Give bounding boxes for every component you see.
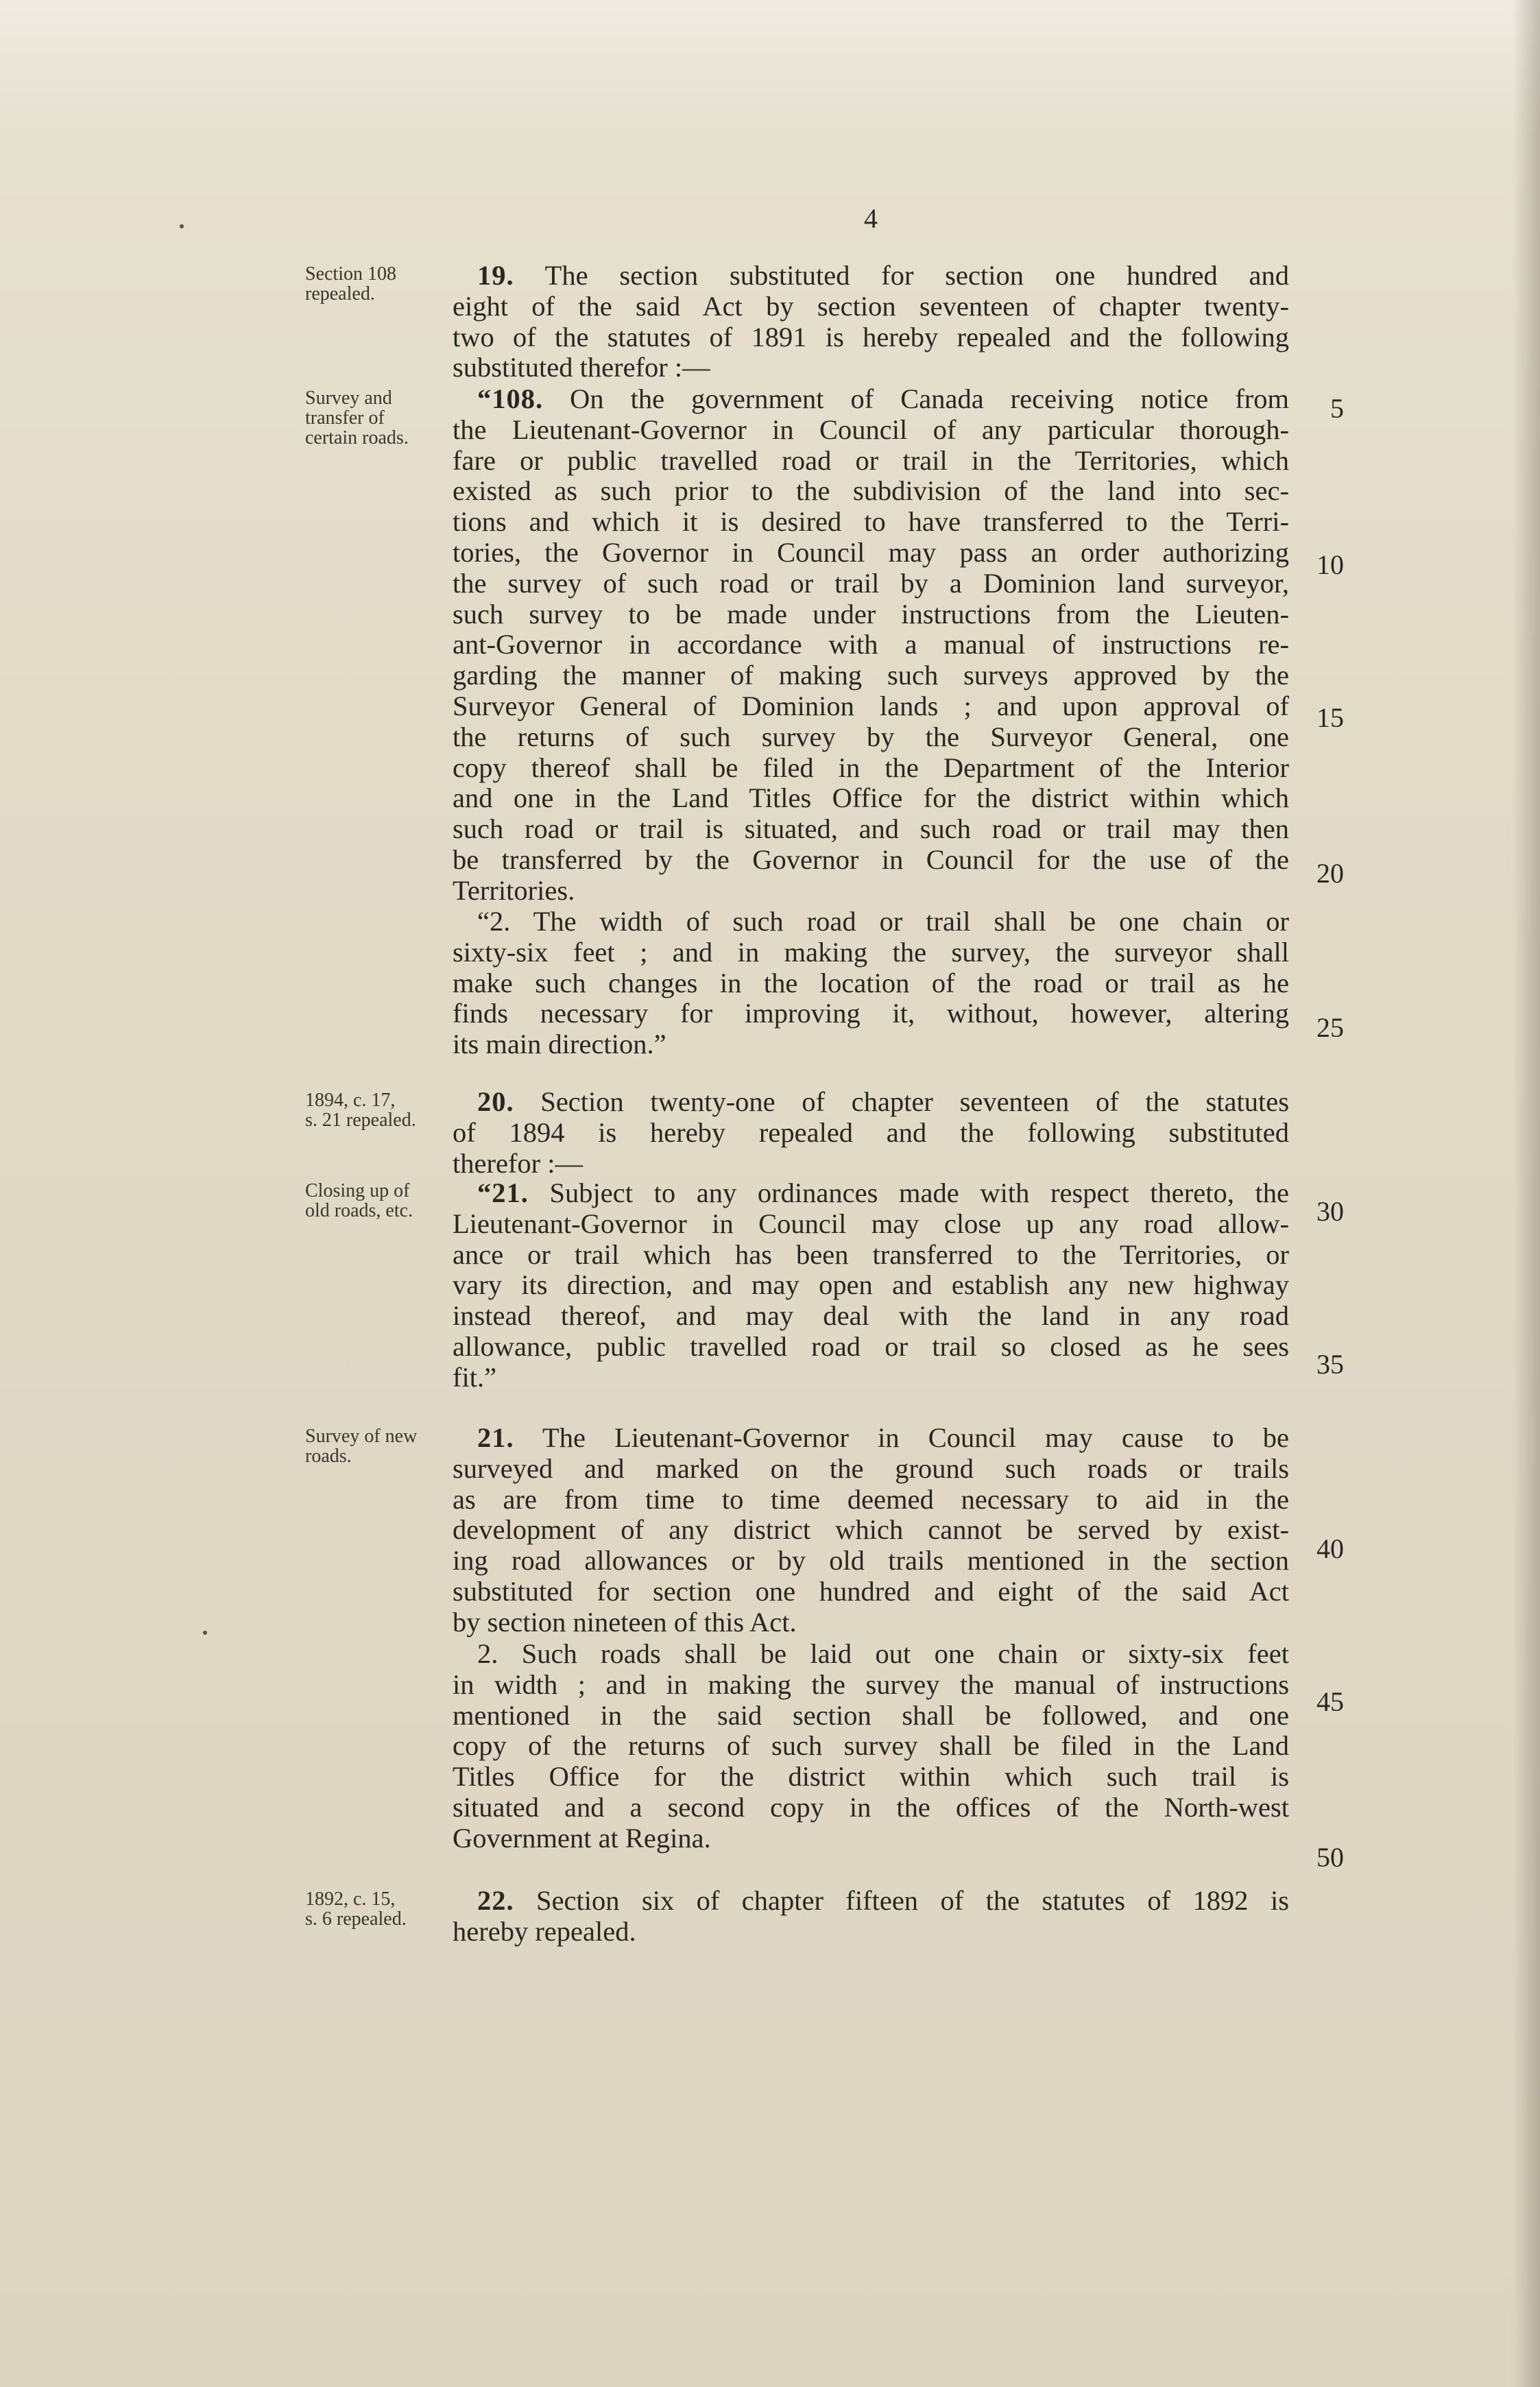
text-line: two of the statutes of 1891 is hereby repealed and the following	[453, 321, 1289, 352]
text-line: instead thereof, and may deal with the land in any road	[453, 1300, 1289, 1332]
section-108-subsection-2	[453, 907, 1289, 1060]
text-line: Government at Regina.	[453, 1822, 711, 1854]
page-number: 4	[864, 203, 878, 234]
text-line: and one in the Land Titles Office for the district within which	[453, 782, 1289, 814]
text-line: 20. Section twenty-one of chapter seventeen of the statutes	[477, 1086, 1289, 1117]
text-line: situated and a second copy in the offices of the North-west	[453, 1791, 1289, 1823]
line-number-30: 30	[1316, 1196, 1344, 1227]
text-line: copy thereof shall be filed in the Department of the Interior	[453, 752, 1289, 783]
section-21	[453, 1423, 1289, 1638]
text-line: sixty-six feet ; and in making the survey, the surveyor shall	[453, 936, 1289, 968]
text-line: “2. The width of such road or trail shall be one chain or	[477, 906, 1289, 937]
section-21-subsection-2	[453, 1639, 1289, 1854]
text-line: vary its direction, and may open and establish any new highway	[453, 1269, 1289, 1301]
text-line: be transferred by the Governor in Council for the use of the	[453, 843, 1289, 875]
line-number-25: 25	[1316, 1012, 1344, 1043]
text-line: ing road allowances or by old trails mentioned in the section	[453, 1545, 1289, 1576]
line-number-45: 45	[1316, 1686, 1344, 1717]
section-22	[453, 1886, 1289, 1947]
text-line: 22. Section six of chapter fifteen of the statutes of 1892 is	[477, 1885, 1289, 1916]
section-108	[453, 384, 1289, 907]
section-20	[453, 1087, 1289, 1179]
text-line: its main direction.”	[453, 1029, 666, 1060]
margin-note-survey-transfer: Survey and transfer of certain roads.	[305, 387, 409, 448]
text-line: ance or trail which has been transferred to the Territories, or	[453, 1238, 1289, 1270]
line-number-5: 5	[1330, 393, 1344, 424]
text-line: tories, the Governor in Council may pass an order authorizing	[453, 536, 1289, 568]
text-line: substituted therefor :—	[453, 352, 710, 383]
text-line: surveyed and marked on the ground such roads or trails	[453, 1452, 1289, 1484]
line-number-35: 35	[1316, 1349, 1344, 1380]
text-line: Surveyor General of Dominion lands ; and upon approval of	[453, 690, 1289, 721]
text-line: tions and which it is desired to have transferred to the Terri-	[453, 506, 1289, 538]
text-line: ant-Governor in accordance with a manual of instructions re-	[453, 629, 1289, 660]
text-line: by section nineteen of this Act.	[453, 1606, 797, 1638]
text-line: mentioned in the said section shall be followed, and one	[453, 1699, 1289, 1731]
text-line: “108. On the government of Canada receiving notice from	[477, 383, 1289, 414]
margin-note-survey-new-roads: Survey of new roads.	[305, 1426, 418, 1467]
line-number-20: 20	[1316, 858, 1344, 889]
line-number-40: 40	[1316, 1533, 1344, 1564]
text-line: therefor :—	[453, 1147, 583, 1179]
text-line: 21. The Lieutenant-Governor in Council may cause to be	[477, 1422, 1289, 1453]
text-line: the survey of such road or trail by a Dominion land surveyor,	[453, 567, 1289, 599]
margin-note-1892: 1892, c. 15, s. 6 repealed.	[305, 1888, 407, 1930]
line-number-50: 50	[1316, 1842, 1344, 1873]
text-line: as are from time to time deemed necessary to aid in the	[453, 1483, 1289, 1515]
text-line: allowance, public travelled road or trail so closed as he sees	[453, 1330, 1289, 1362]
text-line: hereby repealed.	[453, 1915, 636, 1947]
section-21-quoted	[453, 1178, 1289, 1393]
text-line: of 1894 is hereby repealed and the following substituted	[453, 1116, 1289, 1148]
section-19	[453, 261, 1289, 383]
text-line: “21. Subject to any ordinances made with respect thereto, the	[477, 1177, 1289, 1208]
margin-note-1894: 1894, c. 17, s. 21 repealed.	[305, 1090, 416, 1131]
margin-note-section-108: Section 108 repealed.	[305, 263, 396, 304]
line-number-10: 10	[1316, 549, 1344, 580]
text-line: Titles Office for the district within which such trail is	[453, 1761, 1289, 1792]
text-line: substituted for section one hundred and eight of the said Act	[453, 1575, 1289, 1607]
text-line: fit.”	[453, 1361, 497, 1393]
text-line: the Lieutenant-Governor in Council of any particular thorough-	[453, 413, 1289, 445]
text-line: 2. Such roads shall be laid out one chain or sixty-six feet	[477, 1638, 1289, 1669]
text-line: such survey to be made under instructions from the Lieuten-	[453, 598, 1289, 629]
margin-note-closing-roads: Closing up of old roads, etc.	[305, 1180, 413, 1221]
text-line: eight of the said Act by section seventeen of chapter twenty-	[453, 290, 1289, 322]
text-line: fare or public travelled road or trail in the Territories, which	[453, 444, 1289, 476]
text-line: development of any district which cannot be served by exist-	[453, 1514, 1289, 1546]
text-line: make such changes in the location of the road or trail as he	[453, 967, 1289, 998]
text-line: such road or trail is situated, and such road or trail may then	[453, 813, 1289, 845]
text-line: finds necessary for improving it, without, however, altering	[453, 998, 1289, 1029]
text-line: 19. The section substituted for section one hundred and	[477, 260, 1289, 291]
line-number-15: 15	[1316, 702, 1344, 733]
text-line: copy of the returns of such survey shall be filed in the Land	[453, 1730, 1289, 1762]
text-line: the returns of such survey by the Surveyor General, one	[453, 721, 1289, 752]
text-line: in width ; and in making the survey the manual of instructions	[453, 1668, 1289, 1700]
text-line: existed as such prior to the subdivision of the land into sec-	[453, 475, 1289, 507]
text-line: Lieutenant-Governor in Council may close up any road allow-	[453, 1208, 1289, 1239]
text-line: Territories.	[453, 874, 575, 906]
text-line: garding the manner of making such surveys approved by the	[453, 660, 1289, 691]
